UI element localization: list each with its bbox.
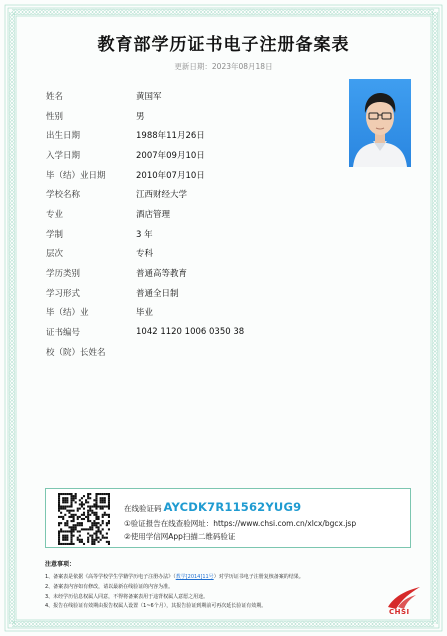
info-row-graduation-date [46,165,244,185]
field-label: 学制 [46,229,64,240]
info-row-enroll-date [46,145,244,165]
field-label: 证书编号 [46,328,81,339]
note-item: 4、报告在线验证有效期由报告权属人设置（1~6个月），其报告验证到期前可再次延长验证有效期。 [45,603,267,610]
online-verification-box [45,488,411,548]
student-photo [349,79,411,167]
field-label: 姓名 [46,91,64,102]
info-row-major [46,204,244,224]
info-row-graduation-status [46,303,244,323]
field-value: 酒店管理 [136,209,171,220]
notes-title: 注意事项： [45,561,76,568]
info-row-school [46,184,244,204]
student-info-list [46,86,244,362]
info-row-name [46,86,244,106]
note-text: ）对学历证书电子注册复核备案的结果。 [213,574,304,580]
field-value: 男 [136,111,145,122]
verification-app-line: ②使用学信网App扫描二维码验证 [124,532,236,541]
field-label: 学习形式 [46,288,81,299]
field-value: 专科 [136,249,154,260]
info-row-study-mode [46,283,244,303]
note-text: 1、备案表是依据《高等学校学生学籍学历电子注册办法》（ [45,574,176,580]
field-label: 层次 [46,249,64,260]
field-label: 校（院）长姓名 [46,347,106,358]
notes-section [45,559,385,612]
field-value: 1042 1120 1006 0350 38 [136,327,245,338]
info-row-birth-date [46,125,244,145]
field-label: 性别 [46,111,64,122]
field-label: 学校名称 [46,190,81,201]
field-label: 毕（结）业日期 [46,170,106,181]
verification-code: AYCDK7R11562YUG9 [163,500,302,514]
field-value: 毕业 [136,308,154,319]
field-value: 黄国军 [136,91,162,102]
info-row-duration [46,224,244,244]
field-value: 1988年11月26日 [136,131,205,142]
field-label: 出生日期 [46,131,81,142]
field-value: 2007年09月10日 [136,150,205,161]
note-item: 3、未经学历信息权属人同意，不得将备案表用于违背权属人意愿之用途。 [45,593,209,600]
field-label: 毕（结）业 [46,308,89,319]
note-item [45,573,385,583]
verification-code-line [124,500,301,514]
info-row-education-type [46,263,244,283]
field-value: 2010年07月10日 [136,170,205,181]
field-value: 江西财经大学 [136,190,188,201]
regulation-link[interactable]: 教学[2014]11号 [175,574,214,580]
info-row-gender [46,106,244,126]
chsi-logo-text: CHSI [389,608,410,616]
update-date: 更新日期：2023年08月18日 [174,62,273,71]
field-label: 学历类别 [46,269,81,280]
qr-code-icon[interactable] [58,493,110,545]
verification-url-line: ①验证报告在线查验网址：https://www.chsi.com.cn/xlcx/bgcx.jsp [124,519,357,528]
note-item: 2、备案表内容如有修改，请以最新在线验证的内容为准。 [45,583,174,590]
field-value: 普通全日制 [136,288,179,299]
field-value: 3 年 [136,229,153,240]
verification-code-label: 在线验证码 [124,504,162,513]
field-label: 入学日期 [46,150,81,161]
field-label: 专业 [46,209,64,220]
page-title: 教育部学历证书电子注册备案表 [97,35,350,55]
field-value: 普通高等教育 [136,269,188,280]
info-row-president-name [46,342,244,362]
info-row-certificate-number [46,322,244,342]
info-row-level [46,244,244,264]
